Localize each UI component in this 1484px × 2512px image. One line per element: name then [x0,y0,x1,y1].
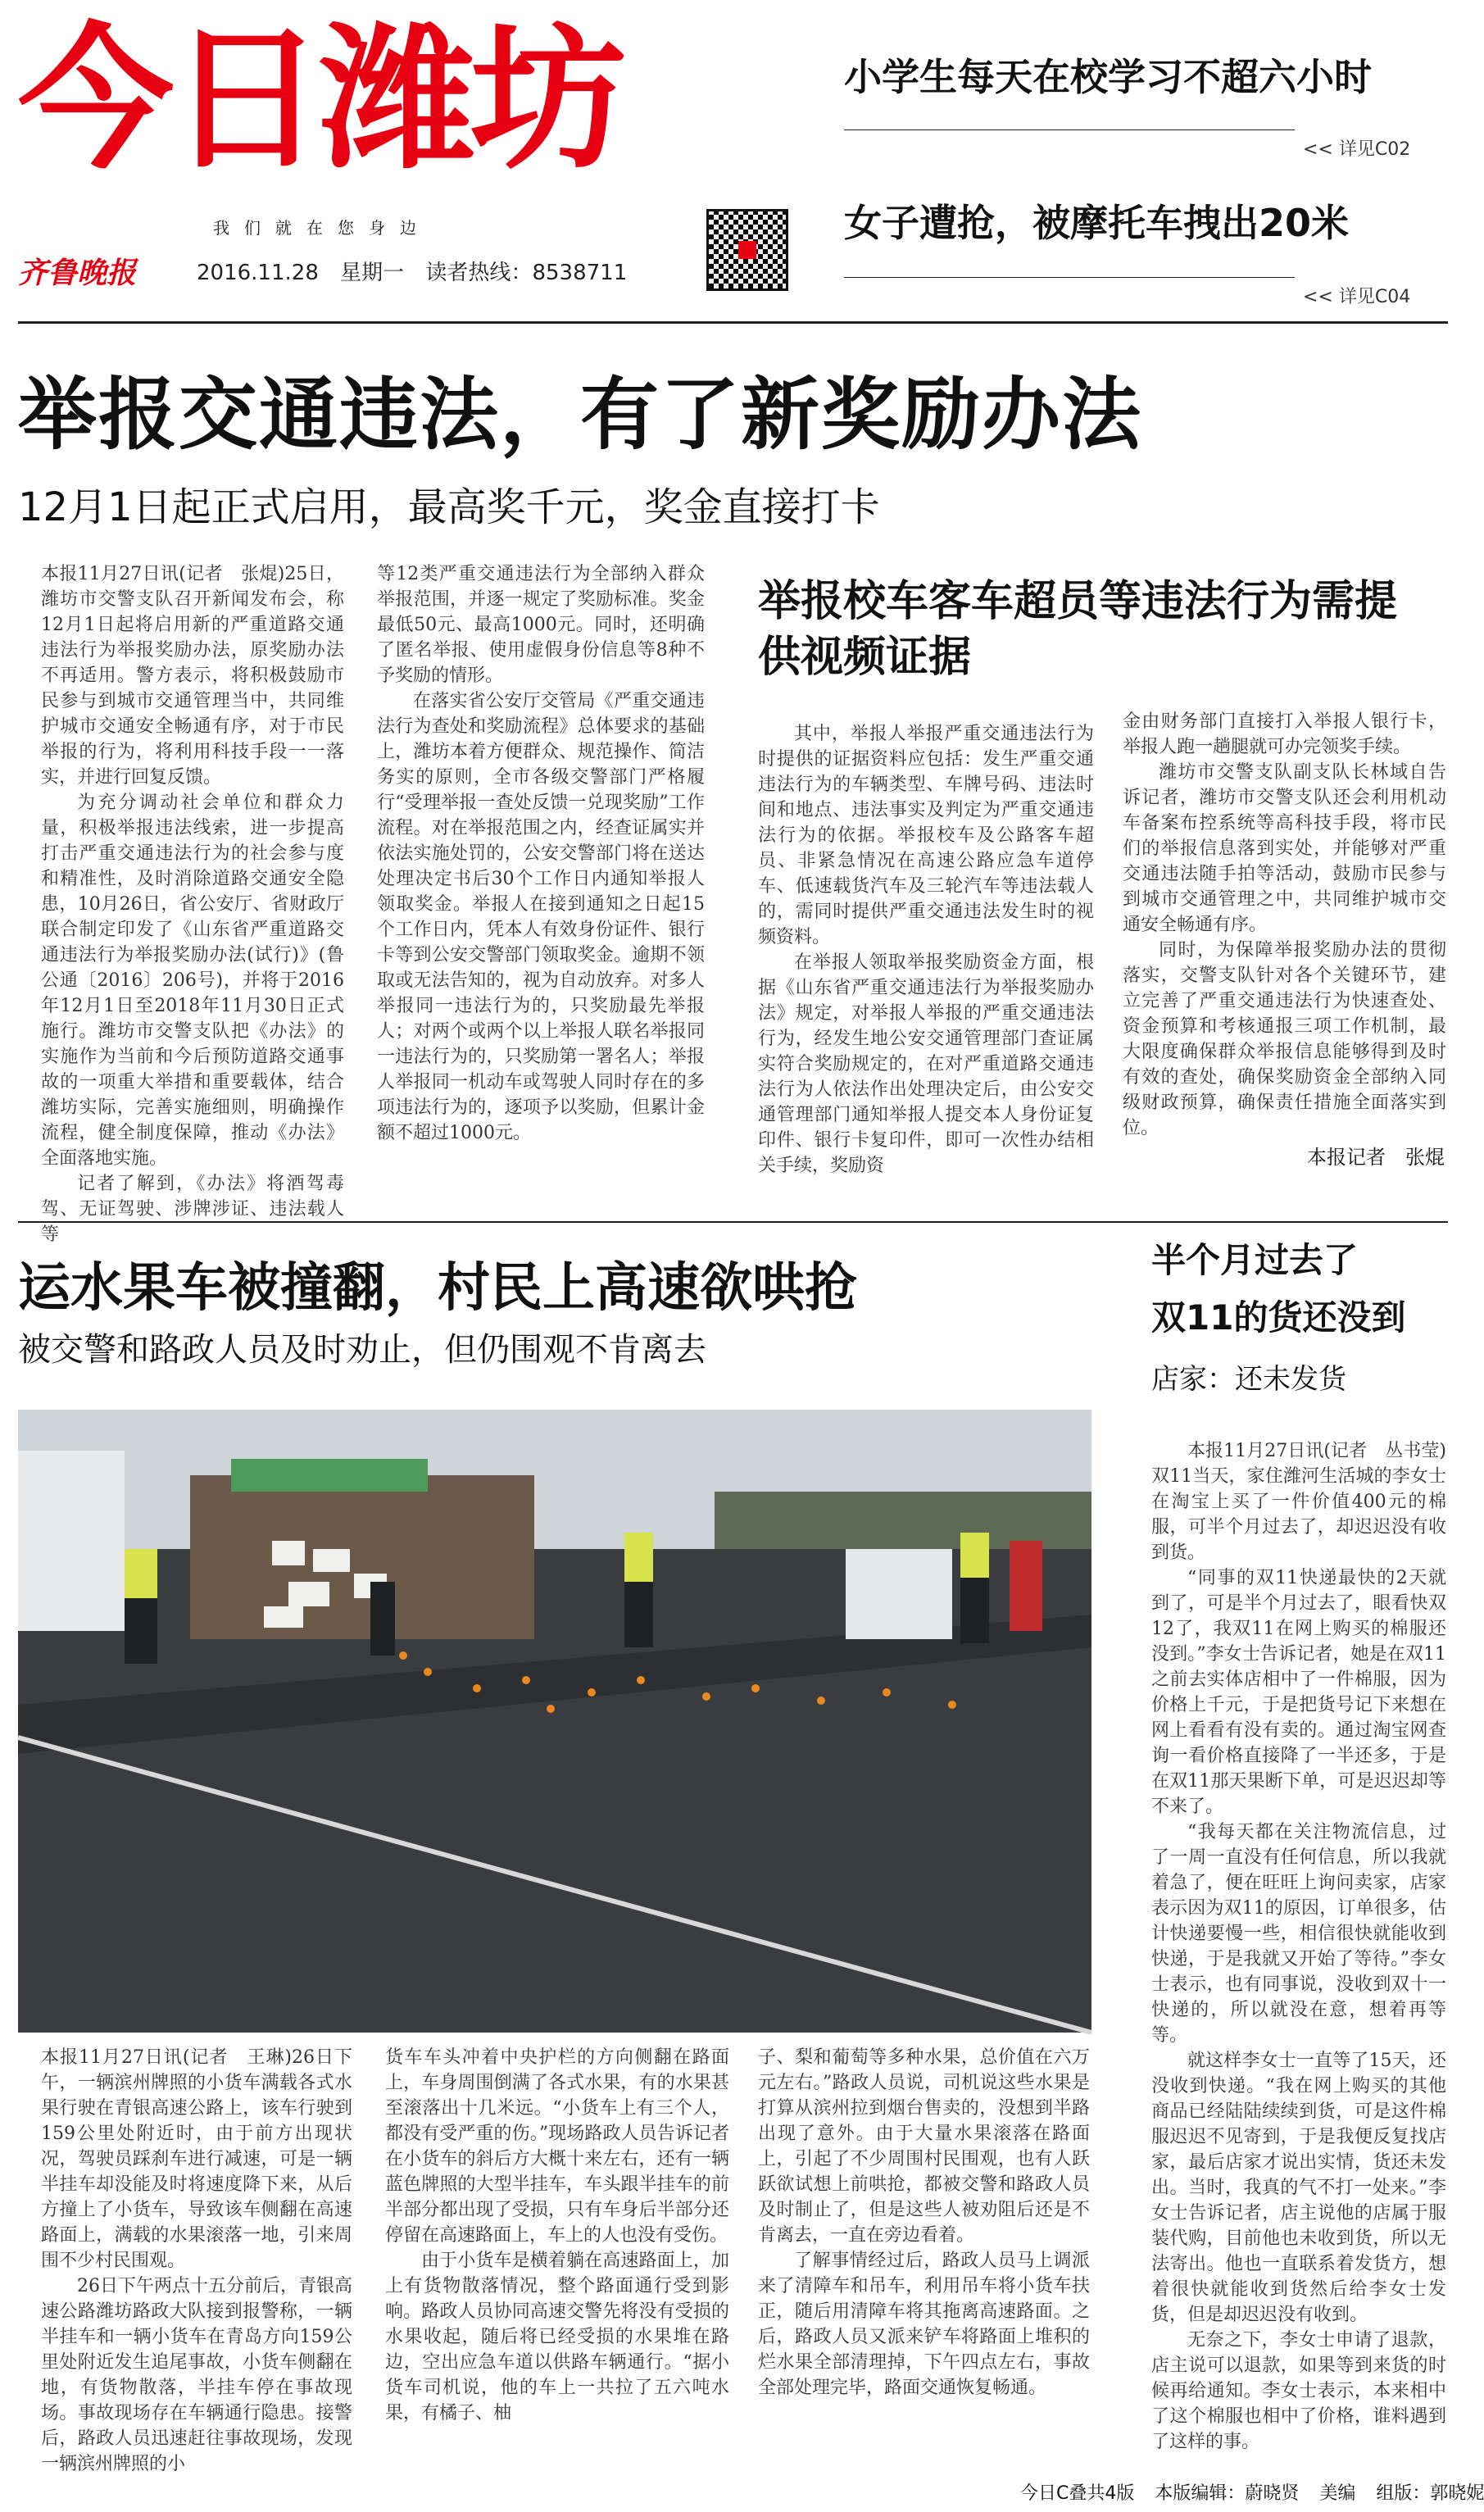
lead-signature: 本报记者 张焜 [1307,1146,1445,1169]
footer-pages: 今日C叠共4版 [1020,2483,1135,2504]
paragraph: 26日下午两点十五分前后，青银高速公路潍坊路政大队接到报警称，一辆半挂车和一辆小货车在青岛方向159公里处附近发生追尾事故，小货车侧翻在地，有货物散落，半挂车停在事故现场。事故现场存在车辆通行隐患。接警后，路政人员迅速赶往事故现场，发现一辆滨州牌照的小 [41,2276,352,2474]
paper-name: 齐鲁晚报 [18,256,137,290]
paragraph: 在举报人领取举报奖励资金方面，根据《山东省严重交通违法行为举报奖励办法》规定，对举报人举报的严重交通违法行为，经发生地公安交通管理部门查证属实符合奖励规定的，在对严重道路交通违法行为人依法作出处理决定后，由公安交通管理部门通知举报人提交本人身份证复印件、银行卡复印件，即可一次性办结相关手续，奖励资 [758,952,1094,1176]
hotline-label: 读者热线： [425,261,533,285]
lead-side-headline: 举报校车客车超员等违法行为需提供视频证据 [758,577,1398,682]
teaser-title-1[interactable]: 小学生每天在校学习不超六小时 [844,55,1372,99]
paragraph: 由于小货车是横着躺在高速路面上，加上有货物散落情况，整个路面通行受到影响。路政人员协同高速交警先将没有受损的水果收起，随后将已经受损的水果堆在路边，空出应急车道以供路车辆通行。“据小货车司机说，他的车上一共拉了五六吨水果，有橘子、柚 [385,2251,729,2423]
masthead-tagline: 我们就在您身边 [213,218,431,238]
paragraph: “同事的双11快递最快的2天就到了，可是半个月过去了，眼看快双12了，我双11在网上购买的棉服还没到。”李女士告诉记者，她是在双11之前去实体店相中了一件棉服，因为价格上千元，于是把货号记下来想在网上看看有没有卖的。通过淘宝网查询一看价格直接降了一半还多，于是在双11那天果断下单，可是迟迟却等不来了。 [1151,1568,1446,1817]
paragraph: 货车车头冲着中央护栏的方向侧翻在路面上，车身周围倒满了各式水果，有的水果甚至滚落出十几米远。“小货车上有三个人，都没有受严重的伤。”现场路政人员告诉记者在小货车的斜后方大概十来左右，还有一辆蓝色牌照的大型半挂车，车头跟半挂车的前半部分都出现了受损，只有车身后半部分还停留在高速路面上，车上的人也没有受伤。 [385,2047,729,2246]
top-rule [18,321,1448,324]
lead-headline: 举报交通违法，有了新奖励办法 [18,369,1142,461]
page-footer [1020,2479,1484,2505]
issue-date: 2016.11.28 [197,261,319,285]
story3-col [1151,1438,1446,2459]
paragraph: 在落实省公安厅交管局《严重交通违法行为查处和奖励流程》总体要求的基础上，潍坊本着方便群众、规范操作、简洁务实的原则，全市各级交警部门严格履行“受理举报一查处反馈一兑现奖励”工作流程。对在举报范围之内，经查证属实并依法实施处罚的，公安交警部门将在送达处理决定书后30个工作日内通知举报人领取奖金。举报人在接到通知之日起15个工作日内，凭本人有效身份证件、银行卡等到公安交警部门领取奖金。逾期不领取或无法告知的，视为自动放弃。对多人举报同一违法行为的，只奖励最先举报人；对两个或两个以上举报人联名举报同一违法行为的，只奖励第一署名人；举报人举报同一机动车或驾驶人同时存在的多项违法行为的，逐项予以奖励，但累计金额不超过1000元。 [377,691,705,1143]
section-rule [18,1221,1448,1223]
teaser-title-2[interactable]: 女子遭抢，被摩托车拽出20米 [844,201,1350,245]
teaser-ref-2[interactable]: << 详见C04 [1303,287,1411,307]
accident-scene-illustration [18,1410,1091,2033]
paragraph: 记者了解到，《办法》将酒驾毒驾、无证驾驶、涉牌涉证、违法载人等 [41,1174,344,1245]
story2-col-1 [41,2045,352,2474]
paragraph: 子、梨和葡萄等多种水果，总价值在六万元左右。”路政人员说，司机说这些水果是打算从滨州拉到烟台售卖的，没想到半路出现了意外。由于大量水果滚落在路面上，引起了不少周围村民围观，也有人跃跃欲试想上前哄抢，都被交警和路政人员及时制止了，但是这些人被劝阻后还是不肯离去，一直在旁边看着。 [758,2047,1090,2246]
divider [844,277,1295,278]
story3-headline-line1: 半个月过去了 [1151,1240,1359,1280]
paragraph: 本报11月27日讯(记者 丛书莹)双11当天，家住潍河生活城的李女士在淘宝上买了一件价值400元的棉服，可半个月过去了，却迟迟没有收到货。 [1151,1441,1446,1563]
lead-col-1 [41,561,344,1245]
paragraph: 无奈之下，李女士申请了退款，店主说可以退款，如果等到来货的时候再给通知。李女士表示，本来相中了这个棉服也相中了价格，谁料遇到了这样的事。 [1151,2330,1446,2452]
dateline [197,256,642,286]
story2-headline: 运水果车被撞翻，村民上高速欲哄抢 [18,1258,857,1319]
paragraph: 本报11月27日讯(记者 王琳)26日下午，一辆滨州牌照的小货车满载各式水果行驶在青银高速公路上，该车行驶到159公里处附近时，由于前方出现状况，驾驶员踩刹车进行减速，可是一辆半挂车却没能及时将速度降下来，从后方撞上了小货车，导致该车侧翻在高速路面上，满载的水果滚落一地，引来周围不少村民围观。 [41,2047,352,2271]
footer-proof: 组版：郭晓妮 [1376,2483,1484,2504]
paragraph: 金由财务部门直接打入举报人银行卡，举报人跑一趟腿就可办完领奖手续。 [1123,711,1446,757]
paragraph: 就这样李女士一直等了15天，还没收到快递。“我在网上购买的其他商品已经陆陆续续到货，可是这件棉服迟迟不见寄到，于是我便反复找店家，最后店家才说出实情，货还未发出。当时，我真的气不打一处来。”李女士告诉记者，店主说他的店属于服装代购，目前他也未收到货，所以无法寄出。他也一直联系着发货方，想着很快就能收到货然后给李女士发货，但是却迟迟没有收到。 [1151,2051,1446,2325]
hotline-number: 8538711 [532,261,628,285]
accident-photo [18,1410,1091,2033]
masthead-logo: 今日潍坊 [18,9,622,190]
paragraph: 潍坊市交警支队副支队长林域自告诉记者，潍坊市交警支队还会利用机动车备案布控系统等高科技手段，将市民们的举报信息落到实处，并能够对严重交通违法随手拍等活动，鼓励市民参与到城市交通管理之中，共同维护城市交通安全畅通有序。 [1123,762,1446,935]
lead-subheadline: 12月1日起正式启用，最高奖千元，奖金直接打卡 [18,484,880,530]
lead-col-3 [758,721,1094,1176]
paragraph: 了解事情经过后，路政人员马上调派来了清障车和吊车，利用吊车将小货车扶正，随后用清障车将其拖离高速路面。之后，路政人员又派来铲车将路面上堆积的烂水果全部清理掉，下午四点左右，事故全部处理完毕，路面交通恢复畅通。 [758,2251,1090,2398]
divider [844,129,1295,130]
story3-subheadline: 店家：还未发货 [1151,1363,1346,1396]
story2-subheadline: 被交警和路政人员及时劝止，但仍围观不肯离去 [18,1331,706,1369]
paragraph: 等12类严重交通违法行为全部纳入群众举报范围，并逐一规定了奖励标准。奖金最低50元、最高1000元。同时，还明确了匿名举报、使用虚假身份信息等8种不予奖励的情形。 [377,564,705,686]
issue-weekday: 星期一 [340,261,405,285]
qr-code-icon [706,209,788,291]
story3-headline-line2: 双11的货还没到 [1151,1297,1406,1338]
lead-col-4 [1123,709,1446,1138]
paragraph: “我每天都在关注物流信息，过了一周一直没有任何信息，所以我就着急了，便在旺旺上询问卖家，店家表示因为双11的原因，订单很多，估计快递要慢一些，相信很快就能收到快递，于是我就又开始了等待。”李女士表示，也有同事说，没收到双十一快递的，所以就没在意，想着再等等。 [1151,1822,1446,2046]
paragraph: 其中，举报人举报严重交通违法行为时提供的证据资料应包括：发生严重交通违法行为的车辆类型、车牌号码、违法时间和地点、违法事实及判定为严重交通违法行为的依据。举报校车及公路客车超员、非紧急情况在高速公路应急车道停车、低速载货汽车及三轮汽车等违法载人的，需同时提供严重交通违法发生时的视频资料。 [758,724,1094,947]
story2-col-3 [758,2045,1090,2463]
story2-col-2 [385,2045,729,2463]
footer-art: 美编 [1319,2483,1356,2504]
lead-col-2 [377,561,705,1178]
teaser-ref-1[interactable]: << 详见C02 [1303,139,1411,160]
footer-editor: 本版编辑：蔚晓贤 [1155,2483,1300,2504]
paragraph: 为充分调动社会单位和群众力量，积极举报违法线索，进一步提高打击严重交通违法行为的社会参与度和精准性，及时消除道路交通安全隐患，10月26日，省公安厅、省财政厅联合制定印发了《山东省严重道路交通违法行为举报奖励办法(试行)》(鲁公通〔2016〕206号)，并将于2016年12月1日至2018年11月30日正式施行。潍坊市交警支队把《办法》的实施作为当前和今后预防道路交通事故的一项重大举措和重要载体，结合潍坊实际，完善实施细则，明确操作流程，健全制度保障，推动《办法》全面落地实施。 [41,793,344,1169]
paragraph: 同时，为保障举报奖励办法的贯彻落实，交警支队针对各个关键环节，建立完善了严重交通违法行为快速查处、资金预算和考核通报三项工作机制，最大限度确保群众举报信息能够得到及时有效的查处，确保奖励资金全部纳入同级财政预算，确保责任措施全面落实到位。 [1123,940,1446,1138]
paragraph: 本报11月27日讯(记者 张焜)25日，潍坊市交警支队召开新闻发布会，称12月1日起将启用新的严重道路交通违法行为举报奖励办法，原奖励办法不再适用。警方表示，将积极鼓励市民参与到城市交通管理当中，共同维护城市交通安全畅通有序，对于市民举报的行为，将利用科技手段一一落实，并进行回复反馈。 [41,564,344,788]
